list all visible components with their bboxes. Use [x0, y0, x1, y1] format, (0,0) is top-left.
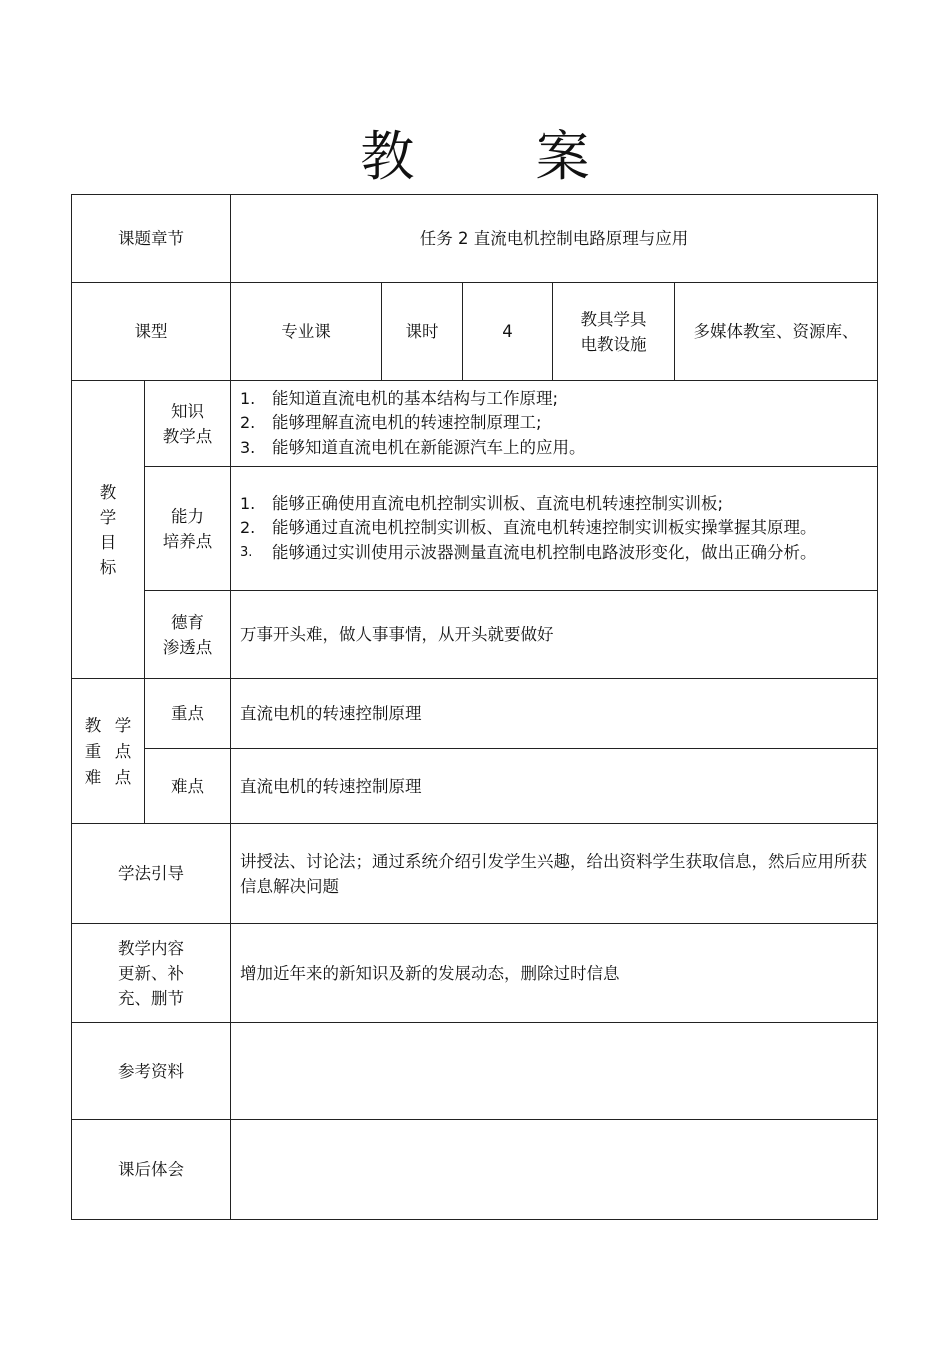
equipment-value: 多媒体教室、资源库、: [675, 283, 878, 381]
course-type-label: 课型: [72, 283, 231, 381]
list-item: [240, 436, 853, 461]
topic-row: [72, 195, 878, 283]
key-points-char: 难: [84, 767, 102, 787]
ability-label: [145, 467, 231, 591]
references-value: [231, 1023, 878, 1120]
equipment-label: [553, 283, 675, 381]
equipment-label-line2: 电教设施: [580, 334, 647, 354]
course-type-row: [72, 283, 878, 381]
list-number: 1.: [240, 493, 256, 513]
objectives-char: 标: [99, 557, 117, 577]
moral-label-line2: 渗透点: [162, 637, 213, 657]
objectives-char: 教: [99, 482, 117, 502]
knowledge-list: [231, 387, 877, 461]
knowledge-content: [231, 381, 878, 467]
list-number: 3.: [240, 544, 253, 560]
list-item: [240, 541, 853, 566]
list-text: 能够通过直流电机控制实训板、直流电机转速控制实训板实操掌握其原理。: [272, 518, 817, 538]
list-text: 能够知道直流电机在新能源汽车上的应用。: [272, 437, 586, 457]
ability-row: [72, 467, 878, 591]
method-row: [72, 824, 878, 924]
objectives-group-label: [72, 381, 145, 679]
course-type-value: 专业课: [231, 283, 382, 381]
reflection-label: 课后体会: [72, 1120, 231, 1220]
update-label-line3: 充、删节: [118, 988, 184, 1008]
key-points-char: 学: [114, 715, 132, 735]
hours-label: 课时: [382, 283, 463, 381]
key-points-char: 重: [84, 741, 102, 761]
difficulty-row: [72, 749, 878, 824]
focus-label: 重点: [145, 679, 231, 749]
reflection-row: [72, 1120, 878, 1220]
update-label-line2: 更新、补: [118, 963, 184, 983]
topic-label: 课题章节: [72, 195, 231, 283]
key-points-char: 点: [114, 767, 132, 787]
reflection-value: [231, 1120, 878, 1220]
update-label-line1: 教学内容: [118, 938, 184, 958]
key-points-label-grid: [72, 713, 144, 790]
knowledge-label-line2: 教学点: [162, 426, 213, 446]
ability-label-line1: 能力: [171, 506, 204, 526]
moral-label: [145, 591, 231, 679]
list-number: 1.: [240, 388, 256, 408]
difficulty-value: 直流电机的转速控制原理: [231, 749, 878, 824]
ability-content: [231, 467, 878, 591]
list-number: 2.: [240, 518, 256, 538]
knowledge-label: [145, 381, 231, 467]
knowledge-row: [72, 381, 878, 467]
equipment-label-line1: 教具学具: [580, 309, 647, 329]
focus-value: 直流电机的转速控制原理: [231, 679, 878, 749]
topic-value: 任务 2 直流电机控制电路原理与应用: [231, 195, 878, 283]
list-text: 能够正确使用直流电机控制实训板、直流电机转速控制实训板;: [272, 493, 724, 513]
list-item: [240, 516, 853, 541]
focus-row: [72, 679, 878, 749]
references-row: [72, 1023, 878, 1120]
key-points-char: 教: [84, 715, 102, 735]
objectives-char: 学: [99, 507, 117, 527]
list-number: 2.: [240, 413, 256, 433]
knowledge-label-line1: 知识: [171, 401, 204, 421]
list-number: 3.: [240, 437, 256, 457]
list-text: 能知道直流电机的基本结构与工作原理;: [272, 388, 559, 408]
list-item: [240, 387, 853, 412]
moral-label-line1: 德育: [171, 612, 204, 632]
page-title: 教 案: [360, 125, 642, 188]
update-label: [72, 924, 231, 1023]
method-label: 学法引导: [72, 824, 231, 924]
method-value: 讲授法、讨论法；通过系统介绍引发学生兴趣，给出资料学生获取信息，然后应用所获信息解决问题: [231, 824, 878, 924]
update-row: [72, 924, 878, 1023]
lesson-plan-table: [71, 194, 878, 1220]
key-points-char: 点: [114, 741, 132, 761]
ability-label-line2: 培养点: [162, 531, 213, 551]
list-text: 能够通过实训使用示波器测量直流电机控制电路波形变化，做出正确分析。: [272, 542, 817, 562]
key-points-group-label: [72, 679, 145, 824]
hours-value: 4: [463, 283, 553, 381]
moral-row: [72, 591, 878, 679]
list-text: 能够理解直流电机的转速控制原理工;: [272, 413, 542, 433]
moral-value: 万事开头难，做人事事情，从开头就要做好: [231, 591, 878, 679]
references-label: 参考资料: [72, 1023, 231, 1120]
update-value: 增加近年来的新知识及新的发展动态，删除过时信息: [231, 924, 878, 1023]
ability-list: [231, 492, 877, 566]
list-item: [240, 411, 853, 436]
difficulty-label: 难点: [145, 749, 231, 824]
list-item: [240, 492, 853, 517]
objectives-char: 目: [99, 532, 117, 552]
